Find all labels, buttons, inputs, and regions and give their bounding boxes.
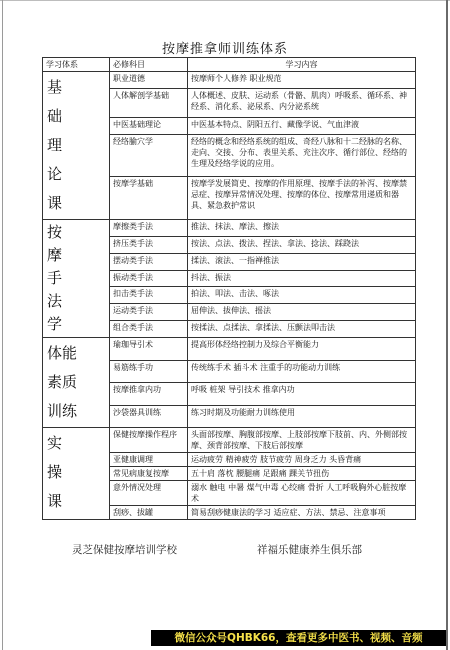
subject-cell: 按摩推拿内功 — [110, 383, 188, 406]
content-cell: 屈伸法、拔伸法、摇法 — [188, 304, 416, 321]
wechat-promo-banner: 微信公众号QHBK66，查看更多中医书、视频、音频 — [151, 630, 446, 646]
subject-cell: 中医基础理论 — [110, 118, 188, 135]
subject-cell: 经络腧穴学 — [110, 134, 188, 177]
content-cell: 按法、点法、拨法、捏法、拿法、捻法、踩跷法 — [188, 236, 416, 253]
subject-cell: 意外情况处理 — [110, 481, 188, 506]
table-header-row — [43, 58, 416, 72]
content-cell: 抖法、振法 — [188, 270, 416, 287]
content-cell: 运动疲劳 精神疲劳 肢节疲劳 周身乏力 头昏背痛 — [188, 453, 416, 467]
content-cell: 拍法、叩法、击法、啄法 — [188, 287, 416, 304]
content-cell: 推法、抹法、摩法、擦法 — [188, 220, 416, 237]
content-cell: 五十肩 落枕 腰腿痛 足跟痛 踝关节扭伤 — [188, 467, 416, 481]
content-cell: 按摩师个人修养 职业规范 — [188, 72, 416, 89]
page-right-edge — [446, 0, 448, 650]
content-cell: 按揉法、点揉法、拿揉法、压颤法叩击法 — [188, 321, 416, 338]
subject-cell: 职业道德 — [110, 72, 188, 89]
subject-cell: 人体解剖学基础 — [110, 88, 188, 118]
footer-club-name: 祥福乐健康养生俱乐部 — [257, 544, 362, 556]
footer-school-name: 灵芝保健按摩培训学校 — [72, 544, 177, 556]
category-practical-course: 实 操 课 — [43, 428, 110, 520]
subject-cell: 刮痧、拔罐 — [110, 506, 188, 520]
subject-cell: 摩擦类手法 — [110, 220, 188, 237]
curriculum-table — [42, 57, 416, 520]
content-cell: 中医基本特点、阴阳五行、藏像学说、气血津液 — [188, 118, 416, 135]
table-row — [43, 220, 416, 237]
page-left-edge — [2, 0, 3, 650]
subject-cell: 扣击类手法 — [110, 287, 188, 304]
content-cell: 提高形体经络控制力及综合平衡能力 — [188, 338, 416, 361]
content-cell: 溺水 触电 中暑 煤气中毒 心绞痛 骨折 人工呼吸胸外心脏按摩术 — [188, 481, 416, 506]
content-cell: 按摩学发展简史、按摩的作用原理、按摩手法的补泻、按摩禁忌症、按摩异常情况处理、按摩的体位、按摩常用递质和器具、紧急救护常识 — [188, 177, 416, 220]
category-basic-theory: 基 础 理 论 课 — [43, 72, 110, 220]
subject-cell: 易筋练手功 — [110, 360, 188, 383]
subject-cell: 运动类手法 — [110, 304, 188, 321]
content-cell: 简易刮痧健康法的学习 适应症、方法、禁忌、注意事项 — [188, 506, 416, 520]
page-title: 按摩推拿师训练体系 — [161, 42, 288, 57]
content-cell: 头面部按摩、胸腹部按摩、上肢部按摩下肢前、内、外侧部按摩、颈背部按摩、下肢后部按摩 — [188, 428, 416, 453]
subject-cell: 瑜珈导引术 — [110, 338, 188, 361]
content-cell: 传统练手术 插斗术 注重手的功能动力训练 — [188, 360, 416, 383]
category-massage-techniques: 按 摩 手 法 学 — [43, 220, 110, 338]
subject-cell: 组合类手法 — [110, 321, 188, 338]
content-cell: 呼吸 桩架 导引技术 推拿内功 — [188, 383, 416, 406]
subject-cell: 挤压类手法 — [110, 236, 188, 253]
table-row — [43, 428, 416, 453]
table-row — [43, 338, 416, 361]
header-learning-content: 学习内容 — [188, 58, 416, 72]
subject-cell: 按摩学基础 — [110, 177, 188, 220]
subject-cell: 振动类手法 — [110, 270, 188, 287]
subject-cell: 沙袋器具训练 — [110, 405, 188, 428]
page-top-edge — [0, 0, 450, 1]
subject-cell: 摆动类手法 — [110, 253, 188, 270]
content-cell: 练习时期及功能耐力训练使用 — [188, 405, 416, 428]
category-physical-training: 体能 素质 训练 — [43, 338, 110, 428]
subject-cell: 亚健康调理 — [110, 453, 188, 467]
content-cell: 人体概述、皮肤、运动系（骨骼、肌肉）呼吸系、循环系、神经系、消化系、泌尿系、内分泌系统 — [188, 88, 416, 118]
table-row — [43, 72, 416, 89]
header-required-subject: 必修科目 — [110, 58, 188, 72]
subject-cell: 保健按摩操作程序 — [110, 428, 188, 453]
content-cell: 经络的概念和经络系统的组成、奇经八脉和十二经脉的名称、走向、交接、分布、表里关系、充注次序、循行部位、经络的生理及经络学说的应用。 — [188, 134, 416, 177]
content-cell: 揉法、滚法、一指禅推法 — [188, 253, 416, 270]
header-learning-system: 学习体系 — [43, 58, 110, 72]
subject-cell: 常见病康复按摩 — [110, 467, 188, 481]
